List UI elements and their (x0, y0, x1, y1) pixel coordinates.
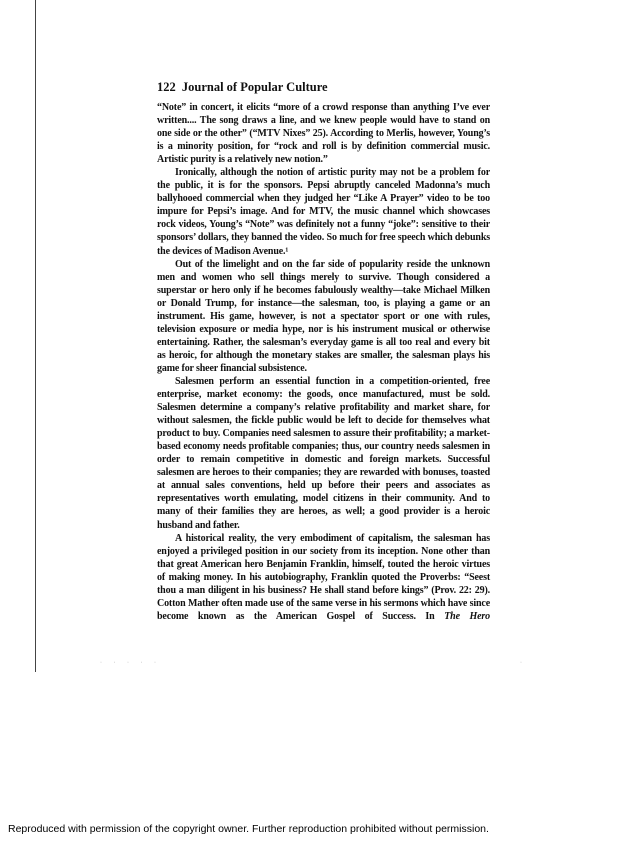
copyright-footer: Reproduced with permission of the copyright owner. Further reproduction prohibited without permission. (8, 823, 489, 835)
scan-artifact-dots: · · · · · (100, 660, 161, 666)
page-body (157, 79, 490, 623)
scan-artifact-dot: · (520, 660, 522, 666)
journal-title: Journal of Popular Culture (181, 80, 328, 94)
page-number: 122 (157, 80, 176, 94)
running-header (157, 79, 490, 95)
paragraph-3: Out of the limelight and on the far side of popularity reside the unknown men and women who sell things merely to survive. Though considered a superstar or hero only if he becomes fabulously wealthy—take Michael Milken or Donald Trump, for instance—the salesman, too, is playing a game or an instrument. His game, however, is not a spectator sport or one with rules, television exposure or media hype, nor is his instrument musical or otherwise entertaining. Rather, the salesman’s everyday game is all too real and every bit as heroic, for although the monetary stakes are smaller, the salesman plays his game for sheer financial subsistence. (157, 258, 490, 374)
paragraph-5 (157, 532, 490, 623)
book-title-italic: The Hero (444, 610, 490, 622)
paragraph-1: “Note” in concert, it elicits “more of a crowd response than anything I’ve ever written.... The song draws a line, and we knew people would have to stand on one side or the other” (“MTV Nixes” 25). According to Merlis, however, Young’s is a minority position, for “rock and roll is by definition commercial music. Artistic purity is a relatively new notion.” (157, 102, 490, 166)
paragraph-4: Salesmen perform an essential function in a competition-oriented, free enterprise, market economy: the goods, once manufactured, must be sold. Salesmen determine a company’s relative profitability and market share, for without salesmen, the fickle public would be left to decide for themselves what product to buy. Companies need salesmen to assure their profitability; a market-based economy needs profitable companies; thus, our country needs salesmen in order to remain competitive in domestic and foreign markets. Successful salesmen are heroes to their companies; they are rewarded with bonuses, toasted at annual sales conventions, held up before their peers and associates as representatives worth emulating, model citizens in their community. And to many of their families they are heroes, as well; a good provider is a heroic husband and father. (157, 375, 490, 531)
paragraph-2: Ironically, although the notion of artistic purity may not be a problem for the public, it is for the sponsors. Pepsi abruptly canceled Madonna’s much ballyhooed commercial when they judged her “Like A Prayer” video to be too impure for Pepsi’s image. And for MTV, the music channel which showcases rock videos, Young’s “Note” was definitely not a funny “joke”: sensitive to their sponsors’ dollars, they banned the video. So much for free speech which debunks the devices of Madison Avenue.¹ (157, 167, 490, 257)
page-edge-line (35, 0, 36, 672)
paragraph-5-text: A historical reality, the very embodiment of capitalism, the salesman has enjoyed a privileged position in our society from its inception. None other than that great American hero Benjamin Franklin, himself, touted the heroic virtues of making money. In his autobiography, Franklin quoted the Proverbs: “Seest thou a man diligent in his business? He shall stand before kings” (Prov. 22: 29). Cotton Mather often made use of the same verse in his sermons which have since become known as the American Gospel of Success. In (157, 532, 490, 622)
